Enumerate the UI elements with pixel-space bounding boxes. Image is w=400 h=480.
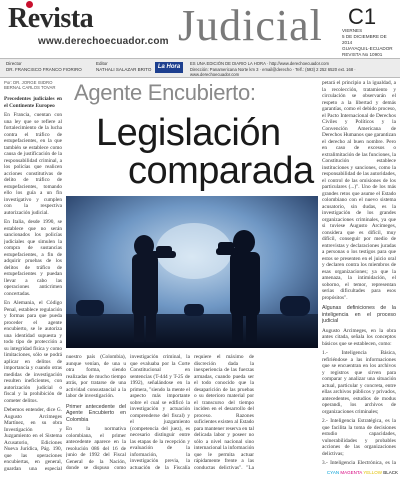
paragraph: nuestro país (Colombia), aunque venían, de una u otra forma, siendo realizadas de mucho tiempo atrás, por tratarse de una actividad consustancial a la labor de investigación. bbox=[66, 354, 126, 399]
section-code: C1 bbox=[348, 4, 377, 29]
paragraph: En Francia, cuentan con una ley que se refiere al fortalecimiento de la lucha contra el tráfico de estupefacientes, en la que también se establece como causa de justificación de la responsabilidad criminal, a los policías que realicen acciones constitutivas de delito de tráfico de estupefacientes, tomando ello los guía a un fin investigativo y cumplen con la respectiva autorización judicial. bbox=[4, 112, 62, 216]
city-label: GUAYAQUIL-ECUADOR bbox=[342, 46, 393, 51]
paragraph: En Italia, desde 1990, se establece que no serán sancionados los policías judiciales que simulen la compra de sustancias estupefacientes, a fin de adquirir pruebas de los delitos de tráfico de estupefacientes y puedan llevar a cabo las operaciones anticrimen concertadas. bbox=[4, 219, 62, 297]
paragraph: investigación criminal, la que evaluaba por la Corte Constitucional en sentencias (T-444 y T-25 de 1992), señalándose en la primera, "siendo la mente el aspecto más importante sobre el cual se edificó la investigación y actuación comprenderse del fiscal) y el juzgamiento (competencia del juez), es necesario distinguir entre las etapas de la recepción y evaluación de la información, la investigación previa, la actuación de la Fiscalía bbox=[130, 354, 190, 470]
left-column bbox=[4, 96, 62, 471]
article-byline: Por: DR. JORGE ISIDRO BERNAL CARLOS TOVAR bbox=[4, 80, 56, 91]
la-hora-logo: La Hora bbox=[155, 62, 183, 73]
soldiers-silhouette-photo bbox=[66, 196, 318, 348]
publication-name: Judicial bbox=[178, 1, 323, 50]
masthead bbox=[0, 0, 400, 76]
publisher-info-line2: Dirección: Panamericana Norte km 3 · email@derecho · Telf.: (593) 2 252 6520 ext. 168 · www.derechoecuador.com bbox=[190, 66, 356, 77]
editor-label: Editor bbox=[96, 61, 108, 66]
publisher-info bbox=[190, 61, 400, 78]
black-label: BLACK bbox=[383, 470, 398, 475]
paragraph: En Alemania, el Código Penal, establece regulación y formas para que pueda proceder el agente encubierto, se le autoriza una identidad supuesta y todo tipo de protección a su integridad física y como limitaciones, sólo se podrá aplicar en delitos de importancia y cuando otras medidas de investigación resulten ineficientes, con autorización judicial o fiscal y la prohibición de cometer delitos. bbox=[4, 300, 62, 404]
editor-name: NATHALI SALAZAR BRITO bbox=[96, 66, 152, 72]
article-photo bbox=[66, 196, 318, 348]
bottom-column-3 bbox=[194, 354, 254, 470]
brand-url[interactable]: www.derechoecuador.com bbox=[38, 36, 169, 47]
date-label: 5 DE DICIEMBRE DE 2014 bbox=[342, 34, 387, 45]
article-title-line1: Legislación bbox=[96, 112, 281, 154]
subheading: Primer antecedente del Agente Encubierto en Colombia bbox=[66, 403, 126, 423]
brand-logo: Revista bbox=[8, 3, 94, 34]
date-info bbox=[342, 28, 398, 58]
article-kicker: Agente Encubierto: bbox=[74, 80, 256, 105]
paragraph: 1.- Inteligencia Básica, refiriéndose a las informaciones que se encuentran en los archivos y registros que sirven para comparar y analizar una situación actual, particular y concreta, entre ellas archivos públicos y privados, antecedentes, estudios de modus operandi, los archivos de organizaciones criminales; bbox=[322, 350, 396, 415]
credits-bar bbox=[0, 58, 400, 78]
director-label: Director bbox=[6, 61, 22, 66]
editor-credit bbox=[96, 61, 151, 72]
publisher-info-line1: ES UNA EDICIÓN DE DIARIO LA HORA · http://www.derechoecuador.com bbox=[190, 61, 329, 66]
paragraph: requiere el máximo de discreción dada la inexperiencia de las fuerzas armadas, cuando pueda ser el todo conocido que la desaparición de las pruebas o su deterioro material por el transcurso del tiempo inciden en el desarrollo del proceso. Razones suficientes existen al Estado para mantener reserva en tal delicada labor y poseer no sólo a nivel nacional sino internacional la información que le permita actuar rápidamente frente a las conductas delictivas". "La bbox=[194, 354, 254, 470]
paragraph: En la normativa colombiana, el primer antecedente aparece en la resolución 086 del 16 de junio de 1992 del Fiscal General de la Nación, donde se dispuso como bbox=[66, 426, 126, 470]
paragraph: Debemos entender, dice G. Augusto Arcimeges Martínez, en su obra Investigación y Juzgamiento en el Sistema Acusatorio, Ediciones Nueva Jurídica, Pág. 190, que las operaciones encubiertas, en general, guardan una especial bbox=[4, 407, 62, 471]
paragraph: 2.- Inteligencia Estratégica, es la que facilita la toma de decisiones estudio capacidades, vulnerabilidades y probables acciones de las organizaciones delictivas; bbox=[322, 418, 396, 457]
paragraph: Augusto Arcimeges, en la obra antes citada, señala los conceptos básicos que se establecen, como: bbox=[322, 327, 396, 347]
bottom-column-1 bbox=[66, 354, 126, 470]
paragraph: Precedentes judiciales en el Continente Europeo bbox=[4, 96, 62, 109]
right-column bbox=[322, 80, 396, 465]
magenta-label: MAGENTA bbox=[340, 470, 363, 475]
paragraph: 3.- Inteligencia Electrónica, es la bbox=[322, 460, 396, 465]
cyan-label: CYAN bbox=[326, 470, 340, 475]
issue-label: REVISTA No 10901 bbox=[342, 52, 383, 57]
subheading: Algunas definiciones de la inteligencia en el proceso judicial bbox=[322, 305, 396, 324]
director-credit bbox=[6, 61, 82, 72]
bottom-column-2 bbox=[130, 354, 190, 470]
color-registration-footer bbox=[322, 470, 398, 475]
paragraph: petará el principio a la igualdad, a la recolección, tratamiento y circulación se observarán el respeto a la libertad y demás garantías, como el debido proceso, el Pacto Internacional de Derechos Civiles y Políticos y la Convención Americana de Derechos Humanos que garantizan el derecho al buen nombre. Pero en caso de excesos o extralimitación de las funciones, la Constitución establece instituciones y sanciones, como la responsabilidad de las autoridades, el control de las omisiones de los particulares (...)". Uno de los más grandes retos que asume el Estado colombiano con el nuevo sistema acusatorio, sin dudas, es la investigación de los grandes organizaciones criminales, ya que si tuviese Augusto Arcimeges, considera que es difícil, muy difícil, conseguir por medio de entrevistas y declaraciones juradas a personas o los testigos para que estos se presenten en el juicio oral y declaren contra los miembros de esas organizaciones; ya que la amenaza, la intimidación, el soborno, el temor, representan serias dificultades para esos propósitos". bbox=[322, 80, 396, 301]
yellow-label: YELLOW bbox=[363, 470, 382, 475]
article-title-line2: comparada bbox=[128, 150, 314, 192]
director-name: DR. FRANCISCO FRANCO FIORIRO bbox=[6, 66, 82, 72]
day-label: VIERNES bbox=[342, 28, 363, 33]
